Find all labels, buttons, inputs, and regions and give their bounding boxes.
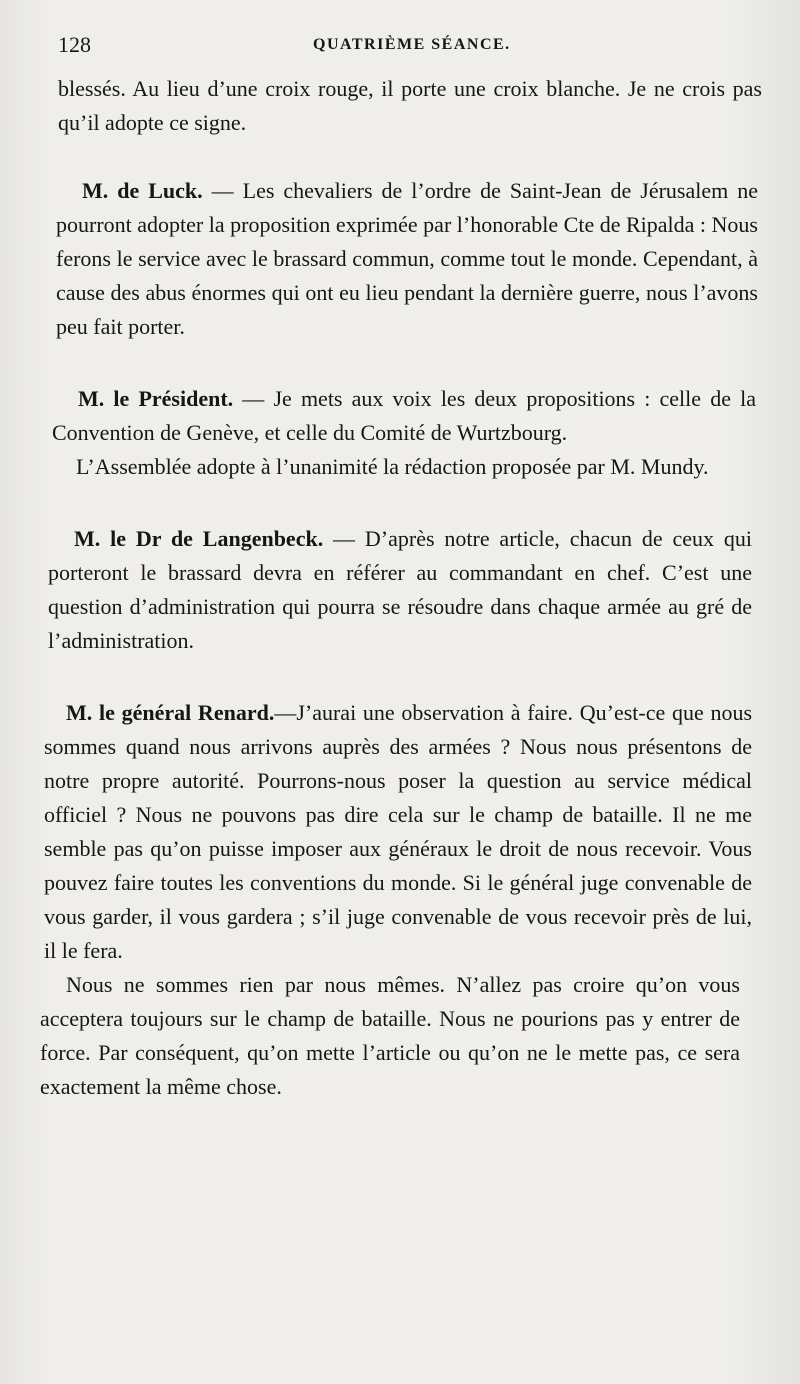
running-head bbox=[58, 32, 740, 62]
paragraph-text: Nous ne sommes rien par nous mêmes. N’allez pas croire qu’on vous acceptera toujours sur le champ de bataille. Nous ne pourions pas y entrer de force. Par conséquent, qu’on mette l’article ou qu’on ne le mette pas, ce sera exactement la même chose. bbox=[40, 972, 740, 1099]
paragraph-renard bbox=[44, 696, 752, 968]
paragraph-text: L’Assemblée adopte à l’unanimité la rédaction proposée par M. Mundy. bbox=[76, 454, 709, 479]
paragraph-de-luck bbox=[56, 174, 758, 344]
speaker-name: M. le Président. bbox=[78, 386, 234, 411]
page-body bbox=[0, 72, 800, 1104]
paragraph-conclusion bbox=[40, 968, 740, 1104]
speaker-name: M. le Dr de Langenbeck. bbox=[74, 526, 324, 551]
paragraph-langenbeck bbox=[48, 522, 752, 658]
running-title: QUATRIÈME SÉANCE. bbox=[313, 36, 511, 53]
speaker-name: M. le général Renard. bbox=[66, 700, 275, 725]
paragraph-text: — Les chevaliers de l’ordre de Saint-Jean de Jérusalem ne pourront adopter la proposition exprimée par l’honorable Cte de Ripalda : Nous ferons le service avec le brassard commun, comme tout le monde. Cependant, à cause des abus énormes qui ont eu lieu pendant la dernière guerre, nous l’avons peu fait porter. bbox=[56, 178, 758, 339]
speaker-name: M. de Luck. bbox=[82, 178, 203, 203]
paragraph-president bbox=[52, 382, 756, 450]
paragraph-text: —J’aurai une observation à faire. Qu’est-ce que nous sommes quand nous arrivons auprès des armées ? Nous nous présentons de notre propre autorité. Pourrons-nous poser la question au service médical officiel ? Nous ne pouvons pas dire cela sur le champ de bataille. Il ne me semble pas qu’on puisse imposer aux généraux le droit de nous recevoir. Vous pouvez faire toutes les conventions du monde. Si le général juge convenable de vous garder, il vous gardera ; s’il juge convenable de vous recevoir près de lui, il le fera. bbox=[44, 700, 753, 963]
paragraph-text: — D’après notre article, chacun de ceux qui porteront le brassard devra en référer au commandant en chef. C’est une question d’administration qui pourra se résoudre dans chaque armée au gré de l’administration. bbox=[48, 526, 752, 653]
paragraph-continuation bbox=[58, 72, 762, 140]
paragraph-text: blessés. Au lieu d’une croix rouge, il porte une croix blanche. Je ne crois pas qu’il adopte ce signe. bbox=[58, 76, 762, 135]
page-number: 128 bbox=[58, 32, 91, 57]
paragraph-text: — Je mets aux voix les deux propositions : celle de la Convention de Genève, et celle du Comité de Wurtzbourg. bbox=[52, 386, 756, 445]
paragraph-assembly bbox=[50, 450, 754, 484]
